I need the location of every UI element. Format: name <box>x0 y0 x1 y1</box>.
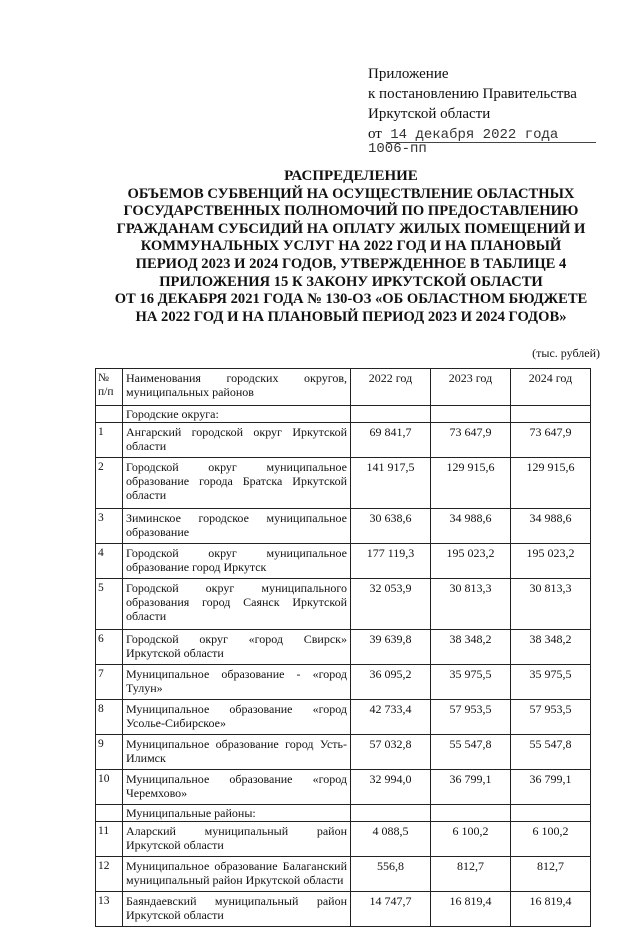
row-number: 6 <box>96 630 123 665</box>
header-num: № п/п <box>96 369 123 406</box>
section-label: Муниципальные районы: <box>123 805 351 822</box>
row-value-2022: 32 053,9 <box>351 579 431 630</box>
table-row <box>96 579 591 630</box>
appendix-region: Иркутской области <box>368 106 491 122</box>
row-value-2023: 6 100,2 <box>431 822 511 857</box>
row-value-2022: 69 841,7 <box>351 423 431 458</box>
row-name: Городской округ муниципальное образование город Иркутск <box>123 544 351 579</box>
appendix-date-line <box>368 124 577 145</box>
section-districts-row <box>96 805 591 822</box>
appendix-title: Приложение <box>368 66 449 82</box>
row-name: Муниципальное образование «город Усолье-Сибирское» <box>123 700 351 735</box>
table-row <box>96 735 591 770</box>
distribution-table <box>95 368 591 927</box>
row-number: 10 <box>96 770 123 805</box>
row-value-2022: 14 747,7 <box>351 892 431 927</box>
row-value-2022: 42 733,4 <box>351 700 431 735</box>
section-label: Городские округа: <box>123 406 351 423</box>
row-number: 12 <box>96 857 123 892</box>
section-empty-cell <box>351 406 431 423</box>
row-value-2023: 30 813,3 <box>431 579 511 630</box>
row-value-2023: 55 547,8 <box>431 735 511 770</box>
table-row <box>96 665 591 700</box>
table-header-row <box>96 369 591 406</box>
section-empty-cell <box>511 406 591 423</box>
row-value-2024: 36 799,1 <box>511 770 591 805</box>
row-value-2023: 129 915,6 <box>431 458 511 509</box>
row-value-2022: 4 088,5 <box>351 822 431 857</box>
row-name: Аларский муниципальный район Иркутской области <box>123 822 351 857</box>
title-line-1: ОБЪЕМОВ СУБВЕНЦИЙ НА ОСУЩЕСТВЛЕНИЕ ОБЛАСТНЫХ <box>127 185 575 202</box>
section-empty-cell <box>511 805 591 822</box>
header-name: Наименования городских округов, муниципальных районов <box>123 369 351 406</box>
row-value-2023: 38 348,2 <box>431 630 511 665</box>
section-num-cell <box>96 406 123 423</box>
row-value-2024: 55 547,8 <box>511 735 591 770</box>
section-empty-cell <box>431 406 511 423</box>
table-row <box>96 509 591 544</box>
appendix-date: 14 декабря 2022 года <box>390 127 559 143</box>
row-name: Ангарский городской округ Иркутской области <box>123 423 351 458</box>
title-line-3: ГРАЖДАНАМ СУБСИДИЙ НА ОПЛАТУ ЖИЛЫХ ПОМЕЩЕНИЙ И <box>116 220 586 237</box>
section-empty-cell <box>431 805 511 822</box>
row-name: Муниципальное образование Балаганский муниципальный район Иркутской области <box>123 857 351 892</box>
table-row <box>96 544 591 579</box>
row-value-2024: 812,7 <box>511 857 591 892</box>
table-row <box>96 892 591 927</box>
row-value-2022: 556,8 <box>351 857 431 892</box>
row-name: Муниципальное образование город Усть-Илимск <box>123 735 351 770</box>
title-line-5: ПЕРИОД 2023 И 2024 ГОДОВ, УТВЕРЖДЕННОЕ В ТАБЛИЦЕ 4 <box>135 255 567 272</box>
title-line-4: КОММУНАЛЬНЫХ УСЛУГ НА 2022 ГОД И НА ПЛАНОВЫЙ <box>140 238 562 255</box>
row-name: Городской округ муниципальное образование города Братска Иркутской области <box>123 458 351 509</box>
table-row <box>96 700 591 735</box>
row-value-2023: 812,7 <box>431 857 511 892</box>
table-row <box>96 630 591 665</box>
header-2022: 2022 год <box>351 369 431 406</box>
appendix-number: 1006-пп <box>368 141 427 157</box>
row-name: Муниципальное образование - «город Тулун» <box>123 665 351 700</box>
row-value-2022: 141 917,5 <box>351 458 431 509</box>
title-line-6: ПРИЛОЖЕНИЯ 15 К ЗАКОНУ ИРКУТСКОЙ ОБЛАСТИ <box>159 273 543 290</box>
row-name: Зиминское городское муниципальное образование <box>123 509 351 544</box>
header-2023: 2023 год <box>431 369 511 406</box>
section-num-cell <box>96 805 123 822</box>
appendix-block <box>368 64 577 159</box>
unit-label: (тыс. рублей) <box>532 346 600 360</box>
row-value-2024: 129 915,6 <box>511 458 591 509</box>
row-value-2024: 30 813,3 <box>511 579 591 630</box>
row-value-2023: 195 023,2 <box>431 544 511 579</box>
row-value-2024: 16 819,4 <box>511 892 591 927</box>
row-value-2023: 57 953,5 <box>431 700 511 735</box>
row-value-2022: 57 032,8 <box>351 735 431 770</box>
row-name: Городской округ муниципального образования город Саянск Иркутской области <box>123 579 351 630</box>
title-line-2: ГОСУДАРСТВЕННЫХ ПОЛНОМОЧИЙ ПО ПРЕДОСТАВЛЕНИЮ <box>123 203 579 220</box>
row-value-2023: 73 647,9 <box>431 423 511 458</box>
row-value-2023: 35 975,5 <box>431 665 511 700</box>
row-value-2023: 36 799,1 <box>431 770 511 805</box>
row-name: Городской округ «город Свирск» Иркутской области <box>123 630 351 665</box>
appendix-date-prefix: от <box>368 126 382 142</box>
row-name: Баяндаевский муниципальный район Иркутской области <box>123 892 351 927</box>
table-row <box>96 770 591 805</box>
row-number: 8 <box>96 700 123 735</box>
row-number: 13 <box>96 892 123 927</box>
row-number: 7 <box>96 665 123 700</box>
row-value-2022: 30 638,6 <box>351 509 431 544</box>
date-underline <box>386 142 596 143</box>
row-name: Муниципальное образование «город Черемхово» <box>123 770 351 805</box>
row-value-2024: 34 988,6 <box>511 509 591 544</box>
appendix-resolution: к постановлению Правительства <box>368 86 577 102</box>
table-row <box>96 458 591 509</box>
title-heading: РАСПРЕДЕЛЕНИЕ <box>284 168 418 184</box>
row-number: 11 <box>96 822 123 857</box>
row-value-2024: 57 953,5 <box>511 700 591 735</box>
row-number: 2 <box>96 458 123 509</box>
header-2024: 2024 год <box>511 369 591 406</box>
table-row <box>96 423 591 458</box>
row-value-2023: 34 988,6 <box>431 509 511 544</box>
row-number: 1 <box>96 423 123 458</box>
row-value-2024: 195 023,2 <box>511 544 591 579</box>
row-value-2024: 38 348,2 <box>511 630 591 665</box>
row-value-2022: 36 095,2 <box>351 665 431 700</box>
title-line-7: ОТ 16 ДЕКАБРЯ 2021 ГОДА № 130-ОЗ «ОБ ОБЛАСТНОМ БЮДЖЕТЕ <box>114 291 588 308</box>
row-number: 9 <box>96 735 123 770</box>
table-row <box>96 857 591 892</box>
row-value-2022: 32 994,0 <box>351 770 431 805</box>
row-number: 4 <box>96 544 123 579</box>
row-value-2024: 35 975,5 <box>511 665 591 700</box>
document-title <box>96 168 606 326</box>
title-line-8: НА 2022 ГОД И НА ПЛАНОВЫЙ ПЕРИОД 2023 И 2024 ГОДОВ» <box>135 308 567 325</box>
section-cities-row <box>96 406 591 423</box>
row-value-2022: 39 639,8 <box>351 630 431 665</box>
row-value-2023: 16 819,4 <box>431 892 511 927</box>
row-value-2022: 177 119,3 <box>351 544 431 579</box>
section-empty-cell <box>351 805 431 822</box>
row-value-2024: 73 647,9 <box>511 423 591 458</box>
table-row <box>96 822 591 857</box>
row-value-2024: 6 100,2 <box>511 822 591 857</box>
row-number: 5 <box>96 579 123 630</box>
row-number: 3 <box>96 509 123 544</box>
